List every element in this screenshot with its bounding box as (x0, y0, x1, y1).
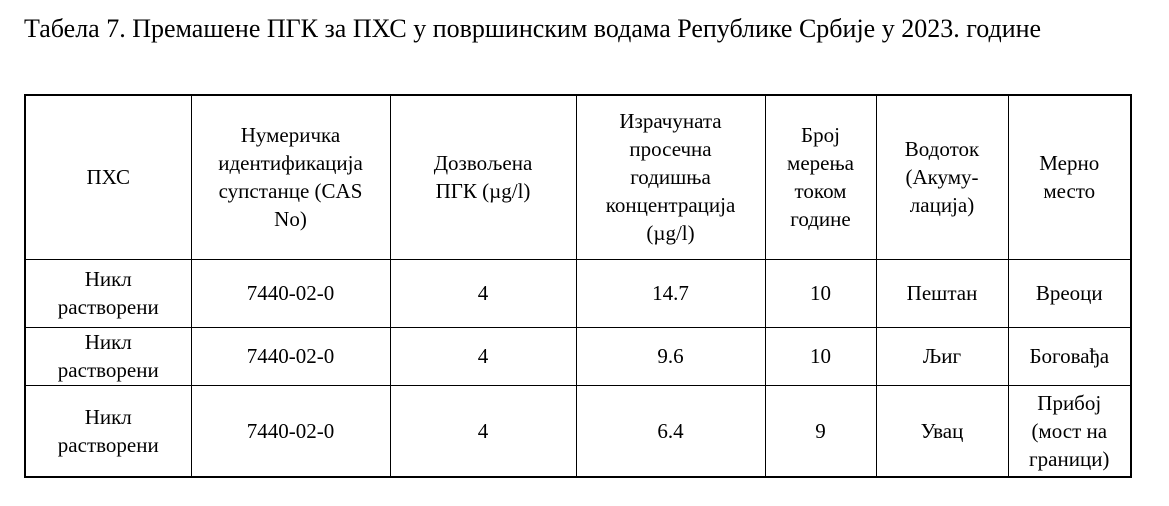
cell-average-concentration: 9.6 (576, 327, 765, 385)
cell-text: Прибој (мост на граници) (1029, 390, 1110, 471)
cell-text: Никл растворени (57, 267, 159, 319)
table-caption: Табела 7. Премашене ПГК за ПХС у површинским водама Републике Србије у 2023. године (24, 14, 1042, 43)
exceedance-table (24, 94, 1132, 478)
table-row (25, 385, 1131, 477)
cell-cas-number: 7440-02-0 (191, 385, 390, 477)
header-average-concentration (576, 95, 765, 259)
header-label: Дозвољена ПГК (µg/l) (433, 151, 533, 204)
table-header-row (25, 95, 1131, 259)
header-label: Водоток (Акуму-лација) (904, 137, 980, 218)
cell-average-concentration: 6.4 (576, 385, 765, 477)
cell-measurement-count: 10 (765, 327, 876, 385)
header-label: Мерно место (1039, 151, 1100, 204)
cell-phs (25, 259, 191, 327)
cell-measuring-point (1008, 385, 1131, 477)
cell-allowed-limit: 4 (390, 327, 576, 385)
cell-watercourse: Љиг (876, 327, 1008, 385)
table-row (25, 259, 1131, 327)
cell-phs (25, 327, 191, 385)
header-allowed-limit (390, 95, 576, 259)
cell-measuring-point: Боговађа (1008, 327, 1131, 385)
header-label: Израчуната просечна годишња концентрација (µg/l) (605, 109, 736, 246)
header-measuring-point (1008, 95, 1131, 259)
header-phs (25, 95, 191, 259)
cell-watercourse: Увац (876, 385, 1008, 477)
header-label: Број мерења током године (787, 123, 854, 232)
cell-measuring-point: Вреоци (1008, 259, 1131, 327)
cell-allowed-limit: 4 (390, 259, 576, 327)
cell-cas-number: 7440-02-0 (191, 259, 390, 327)
header-label: ПХС (86, 165, 131, 190)
cell-text: Никл растворени (57, 330, 159, 382)
cell-measurement-count: 10 (765, 259, 876, 327)
cell-text: Никл растворени (57, 404, 159, 457)
header-measurement-count (765, 95, 876, 259)
cell-watercourse: Пештан (876, 259, 1008, 327)
header-label: Нумеричка идентификација супстанце (CAS No) (218, 123, 363, 232)
header-watercourse (876, 95, 1008, 259)
cell-cas-number: 7440-02-0 (191, 327, 390, 385)
table-row (25, 327, 1131, 385)
cell-phs (25, 385, 191, 477)
cell-average-concentration: 14.7 (576, 259, 765, 327)
cell-measurement-count: 9 (765, 385, 876, 477)
header-cas-number (191, 95, 390, 259)
cell-allowed-limit: 4 (390, 385, 576, 477)
